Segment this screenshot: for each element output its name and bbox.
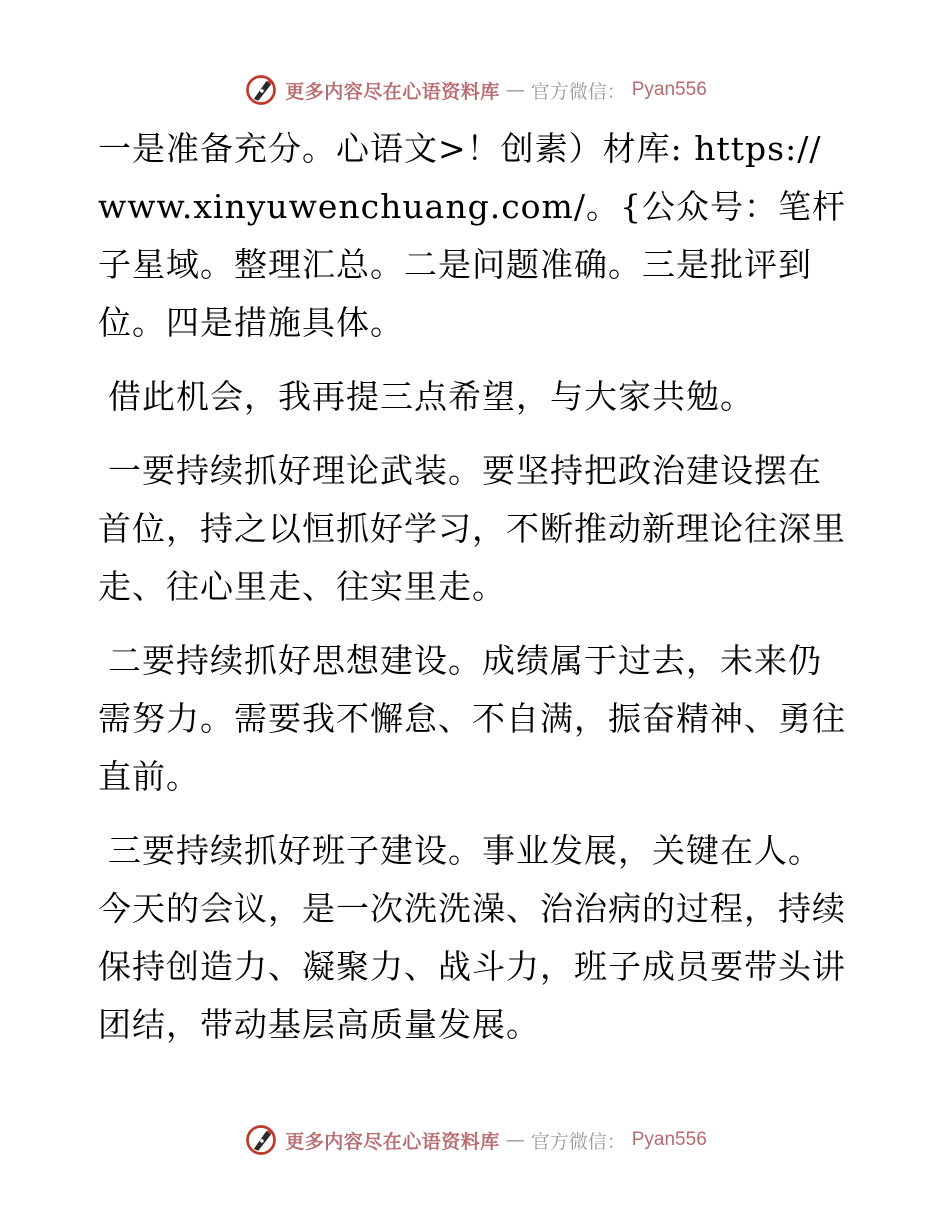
paragraph-3: 一要持续抓好理论武装。要坚持把政治建设摆在首位，持之以恒抓好学习，不断推动新理论往深里走、往心里走、往实里走。 xyxy=(98,451,846,606)
paragraph-2: 借此机会，我再提三点希望，与大家共勉。 xyxy=(108,377,754,416)
footer-banner xyxy=(0,1118,950,1162)
pen-nib-logo-icon xyxy=(243,1122,279,1158)
header-banner-separator: — xyxy=(505,79,525,101)
footer-banner-separator: — xyxy=(505,1129,525,1151)
header-wechat-id: Pyan556 xyxy=(631,79,707,100)
footer-wechat-id: Pyan556 xyxy=(631,1129,707,1150)
footer-wechat-label: 官方微信： xyxy=(530,1130,626,1153)
header-banner xyxy=(0,68,950,112)
document-body xyxy=(98,120,850,1070)
header-wechat-label: 官方微信： xyxy=(530,80,626,103)
footer-banner-text: 更多内容尽在心语资料库 xyxy=(285,1130,500,1153)
paragraph-1: 一是准备充分。心语文>！创素）材库: https://www.xinyuwenchuang.com/。{公众号：笔杆子星域。整理汇总。二是问题准确。三是批评到位。四是措施具体。 xyxy=(98,129,846,342)
pen-nib-logo-icon xyxy=(243,72,279,108)
header-banner-text: 更多内容尽在心语资料库 xyxy=(285,80,500,103)
paragraph-5: 三要持续抓好班子建设。事业发展，关键在人。今天的会议，是一次洗洗澡、治治病的过程，持续保持创造力、凝聚力、战斗力，班子成员要带头讲团结，带动基层高质量发展。 xyxy=(98,831,846,1044)
paragraph-4: 二要持续抓好思想建设。成绩属于过去，未来仍需努力。需要我不懈怠、不自满，振奋精神、勇往直前。 xyxy=(98,641,846,796)
